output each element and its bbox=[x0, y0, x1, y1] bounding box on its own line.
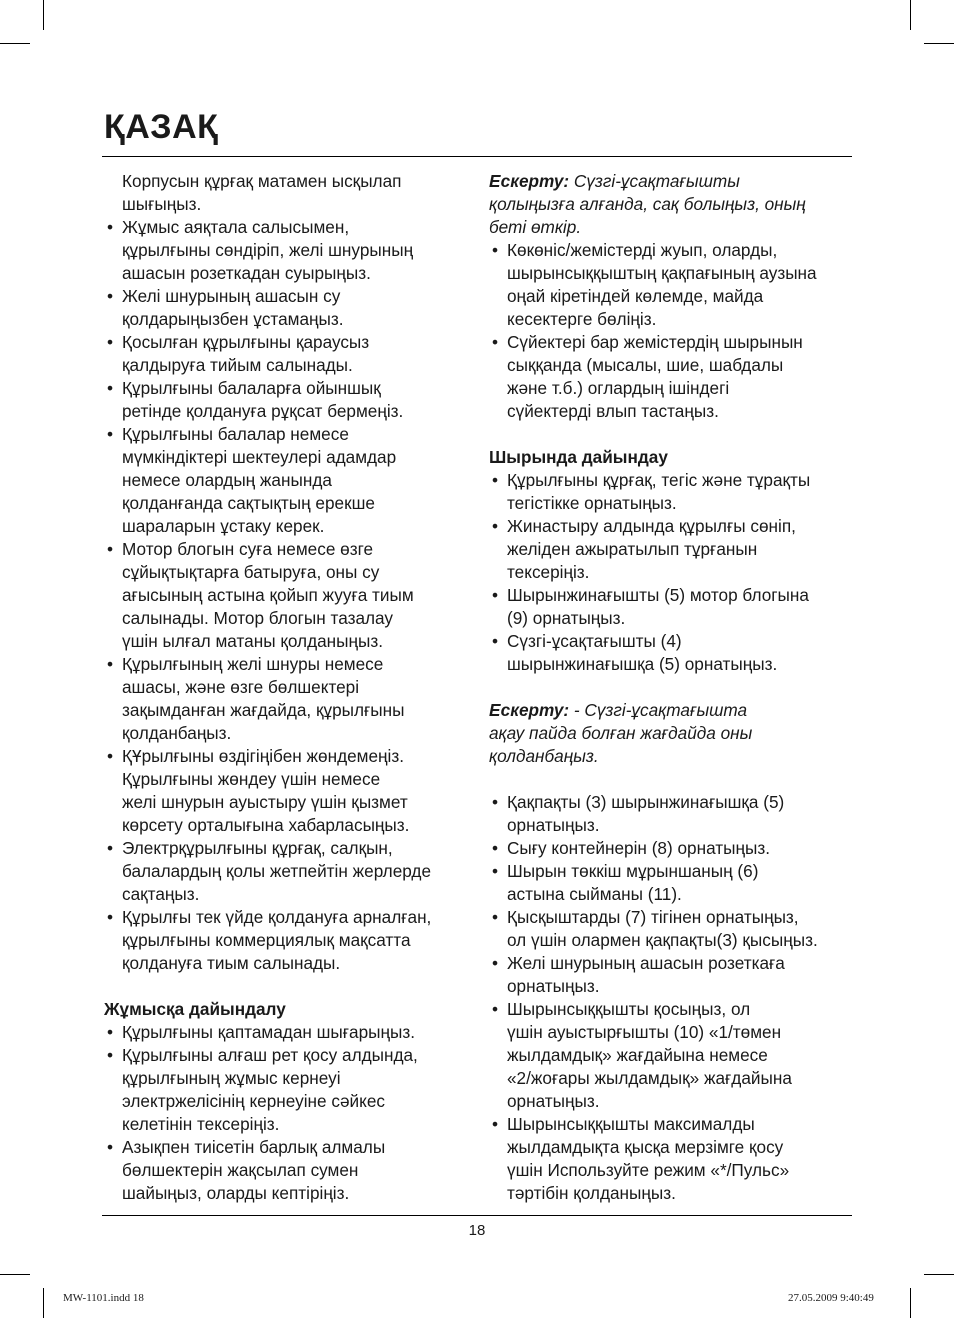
list-item: • Көкөніс/жемістерді жуып, оларды, шырынсыққыштың қақпағының аузына оңай кіретіндей көлемде, майда кесектерге бөліңіз. bbox=[489, 239, 861, 331]
footer-rule bbox=[102, 1215, 852, 1216]
list-item: • Азықпен тиісетін барлық алмалы бөлшектерін жақсылап сумен шайыңыз, оларды кептіріңіз. bbox=[104, 1136, 474, 1205]
list-item: • Желі шнурының ашасын су қолдарыңызбен ұстамаңыз. bbox=[104, 285, 474, 331]
slug-timestamp: 27.05.2009 9:40:49 bbox=[788, 1292, 874, 1304]
left-column bbox=[104, 170, 474, 1205]
list-item: • Желі шнурының ашасын розеткаға орнатыңыз. bbox=[489, 952, 861, 998]
list-item: • Құрылғыны алғаш рет қосу алдында, құрылғының жұмыс кернеуі электржелісінің кернеуіне сәйкес келетінін тексеріңіз. bbox=[104, 1044, 474, 1136]
right-column bbox=[489, 170, 861, 1205]
slug-file-info: MW-1101.indd 18 bbox=[63, 1292, 144, 1304]
list-item: • Құрылғыны балалар немесе мүмкіндіктері шектеулері адамдар немесе олардың жанында қолданғанда сақтықтың ерекше шараларын ұстаку керек. bbox=[104, 423, 474, 538]
page-title: ҚАЗАҚ bbox=[104, 108, 219, 146]
safety-list bbox=[104, 216, 474, 975]
crop-mark bbox=[43, 0, 44, 30]
section-heading: Шырында дайындау bbox=[489, 447, 668, 467]
list-item: • Шырынсыққышты максималды жылдамдықта қысқа мерзімге қосу үшін Используйте режим «*/Пульс» тәртібін қолданыңыз. bbox=[489, 1113, 861, 1205]
list-item: • Қосылған құрылғыны қараусыз қалдыруға тийым салынады. bbox=[104, 331, 474, 377]
crop-mark bbox=[0, 43, 30, 44]
crop-mark bbox=[910, 1288, 911, 1318]
list-item: • Шырынжинағышты (5) мотор блогына (9) орнатыңыз. bbox=[489, 584, 861, 630]
warning-note: Ескерту: - Сүзгі-ұсақтағышта ақау пайда болған жағдайда оны қолданбаңыз. bbox=[489, 700, 753, 766]
list-item: • Қақпақты (3) шырынжинағышқа (5) орнатыңыз. bbox=[489, 791, 861, 837]
list-item: • Құрылғыны құрғақ, тегіс және тұрақты тегістікке орнатыңыз. bbox=[489, 469, 861, 515]
fruit-prep-list bbox=[489, 239, 861, 423]
list-item: • Сүйектері бар жемістердің шырынын сыққанда (мысалы, шие, шабдалы және т.б.) оглардың ішіндегі сүйектерді влып тастаңыз. bbox=[489, 331, 861, 423]
operation-list bbox=[489, 791, 861, 1205]
list-item: • Құрылғыны балаларға ойыншық ретінде қолдануға рұқсат бермеңіз. bbox=[104, 377, 474, 423]
list-item: • Жұмыс аяқтала салысымен, құрылғыны сөндіріп, желі шнурының ашасын розеткадан суырыңыз. bbox=[104, 216, 474, 285]
list-item: • Мотор блогын суға немесе өзге сұйықтықтарға батыруға, оны су ағысының астына қойып жууға тиым салынады. Мотор блогын тазалау үшін ылғал матаны қолданыңыз. bbox=[104, 538, 474, 653]
crop-mark bbox=[910, 0, 911, 30]
list-item: • Сығу контейнерін (8) орнатыңыз. bbox=[489, 837, 861, 860]
list-item: • Сүзгі-ұсақтағышты (4) шырынжинағышқа (5) орнатыңыз. bbox=[489, 630, 861, 676]
intro-paragraph: Корпусын құрғақ матамен ысқылап шығыңыз. bbox=[122, 171, 402, 214]
list-item: • Жинастыру алдында құрылғы сөніп, желіден ажыратылып тұрғанын тексеріңіз. bbox=[489, 515, 861, 584]
header-rule bbox=[102, 156, 852, 157]
crop-mark bbox=[924, 1274, 954, 1275]
list-item: • Құрылғының желі шнуры немесе ашасы, және өзге бөлшектері зақымданған жағдайда, құрылғыны қолданбаңыз. bbox=[104, 653, 474, 745]
assembly-list bbox=[489, 469, 861, 676]
list-item: • ҚҰрылғыны өздігіңібен жөндемеңіз. Құрылғыны жөндеу үшін немесе желі шнурын ауыстыру үшін қызмет көрсету орталығына хабарласыңыз. bbox=[104, 745, 474, 837]
list-item: • Электрқұрылғыны құрғақ, салқын, балалардың қолы жетпейтін жерлерде сақтаңыз. bbox=[104, 837, 474, 906]
preparation-list bbox=[104, 1021, 474, 1205]
section-heading: Жұмысқа дайындалу bbox=[104, 999, 286, 1019]
list-item: • Шырынсыққышты қосыңыз, ол үшін ауыстырғышты (10) «1/төмен жылдамдық» жағдайына немесе «2/жоғары жылдамдық» жағдайына орнатыңыз. bbox=[489, 998, 861, 1113]
crop-mark bbox=[0, 1274, 30, 1275]
list-item: • Шырын төккіш мұрыншаның (6) астына сыйманы (11). bbox=[489, 860, 861, 906]
page-number: 18 bbox=[468, 1222, 486, 1239]
crop-mark bbox=[43, 1288, 44, 1318]
crop-mark bbox=[924, 43, 954, 44]
warning-note: Ескерту: Сүзгі-ұсақтағышты қолыңызға алғанда, сақ болыңыз, оның беті өткір. bbox=[489, 171, 806, 237]
list-item: • Қысқыштарды (7) тігінен орнатыңыз, ол үшін олармен қақпақты(3) қысыңыз. bbox=[489, 906, 861, 952]
list-item: • Құрылғы тек үйде қолдануға арналған, құрылғыны коммерциялық мақсатта қолдануға тиым салынады. bbox=[104, 906, 474, 975]
list-item: • Құрылғыны қаптамадан шығарыңыз. bbox=[104, 1021, 474, 1044]
